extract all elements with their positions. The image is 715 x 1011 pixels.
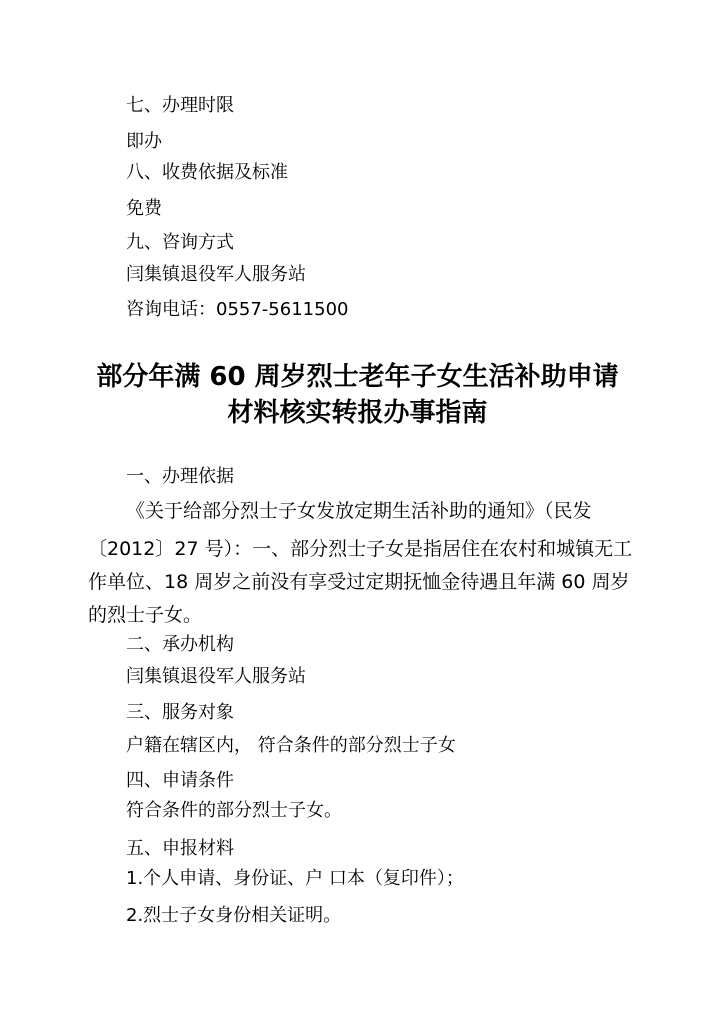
section-heading-materials: 五、申报材料 <box>126 838 234 859</box>
contact-office: 闫集镇退役军人服务站 <box>126 264 306 285</box>
material-item-1: 1.个人申请、身份证、户 口本（复印件）； <box>126 868 464 889</box>
basis-text-line3: 作单位、18 周岁之前没有享受过定期抚恤金待遇且年满 60 周岁 <box>88 571 630 593</box>
section-heading-time-limit: 七、办理时限 <box>126 95 234 116</box>
contact-phone: 咨询电话：0557-5611500 <box>126 299 349 320</box>
section-heading-conditions: 四、申请条件 <box>126 770 234 791</box>
time-limit-value: 即办 <box>126 131 162 152</box>
target-value: 户籍在辖区内， 符合条件的部分烈士子女 <box>126 735 456 756</box>
document-title-line2: 材料核实转报办事指南 <box>227 398 488 428</box>
basis-text-line4: 的烈士子女。 <box>88 604 203 626</box>
basis-text-line2: 〔2012〕27 号）：一、部分烈士子女是指居住在农村和城镇无工 <box>88 538 633 560</box>
basis-text-line1: 《关于给部分烈士子女发放定期生活补助的通知》（民发 <box>126 500 592 522</box>
document-title-line1: 部分年满 60 周岁烈士老年子女生活补助申请 <box>96 362 619 392</box>
fees-value: 免费 <box>126 198 162 219</box>
section-heading-basis: 一、办理依据 <box>126 466 234 487</box>
section-heading-target: 三、服务对象 <box>126 702 234 723</box>
section-heading-contact: 九、咨询方式 <box>126 232 234 253</box>
section-heading-agency: 二、承办机构 <box>126 634 234 655</box>
conditions-value: 符合条件的部分烈士子女。 <box>126 800 342 821</box>
material-item-2: 2.烈士子女身份相关证明。 <box>126 905 342 926</box>
agency-value: 闫集镇退役军人服务站 <box>126 666 306 687</box>
section-heading-fees: 八、收费依据及标准 <box>126 162 288 183</box>
